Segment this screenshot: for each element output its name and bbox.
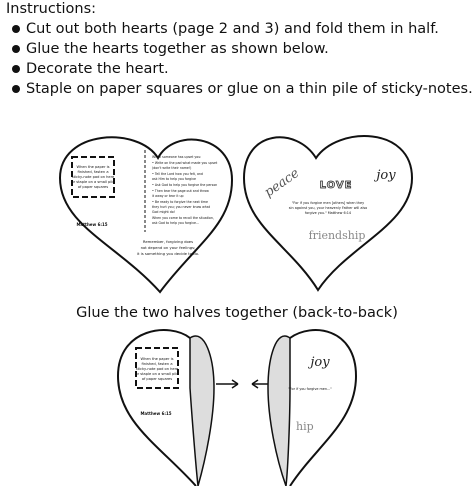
instruction-line: • Be ready to forgive the next time — [152, 200, 208, 204]
instruction-line: When you come to recall the situation, — [152, 216, 214, 220]
instruction-line: ask God to help you forgive... — [152, 221, 200, 225]
verse-line: sin against you, your heavenly Father will also — [288, 206, 368, 210]
footer-line: Remember, forgiving does — [142, 239, 194, 244]
instruction-line: • Then tear the page out and throw — [152, 189, 209, 193]
box-line: of paper squares — [141, 377, 173, 381]
folded-flap-right — [268, 336, 290, 486]
box-line: finished, fasten a — [77, 170, 109, 174]
instruction-line: • Tell the Lord how you felt, and — [152, 172, 203, 176]
bottom-left-half-heart — [118, 330, 196, 486]
footer-line: it is something you decide to do. — [136, 251, 200, 256]
instructions-title: Instructions: — [6, 1, 97, 17]
verse-line: "For if you forgive men [others] when they — [291, 201, 365, 205]
instruction-line: • Write on the pad what made you upset — [152, 161, 218, 165]
box-line: or staple on a small pile — [71, 180, 115, 184]
box-line: When the paper is — [76, 165, 110, 169]
instruction-step: Decorate the heart. — [6, 59, 472, 79]
instruction-line: • Ask God to help you forgive the person — [152, 183, 218, 187]
word-peace: peace — [261, 165, 303, 201]
instruction-step: Staple on paper squares or glue on a thin pile of sticky-notes. — [6, 79, 472, 99]
verse-reference: Matthew 6:15 — [140, 411, 172, 416]
instruction-line: God might do! — [152, 210, 176, 214]
bottom-right-half-heart — [290, 330, 356, 486]
partial-word: hip — [296, 420, 314, 433]
word-love: LOVE — [319, 180, 353, 191]
verse-line: "For if you forgive men..." — [288, 387, 332, 391]
instruction-line: When someone has upset you: — [152, 155, 202, 159]
box-line: sticky-note pad on here — [71, 175, 115, 179]
box-line: When the paper is — [140, 357, 174, 361]
footer-line: not depend on your feelings; — [140, 245, 196, 250]
word-joy: joy — [310, 355, 330, 370]
bottom-halves-illustration — [0, 318, 474, 486]
word-joy: joy — [376, 168, 396, 183]
instruction-step: Glue the hearts together as shown below. — [6, 39, 472, 59]
verse-line: forgive you." Matthew 6:14 — [304, 211, 352, 215]
verse-reference: Matthew 6:15 — [76, 222, 108, 227]
word-friendship: friendship — [308, 229, 366, 242]
glue-title: Glue the two halves together (back-to-back) — [76, 305, 398, 321]
instruction-line: it away or tear it up — [152, 194, 184, 198]
instruction-line: (don't write their name!) — [152, 166, 192, 170]
box-line: sticky-note pad on here — [135, 367, 179, 371]
box-line: of paper squares — [77, 185, 109, 189]
instruction-line: ask Him to help you forgive — [152, 177, 196, 181]
box-line: finished, fasten a — [141, 362, 173, 366]
instruction-line: they hurt you; you never know what — [152, 205, 210, 209]
box-line: or staple on a small pile — [135, 372, 179, 376]
instruction-step: Cut out both hearts (page 2 and 3) and fold them in half. — [6, 19, 472, 39]
